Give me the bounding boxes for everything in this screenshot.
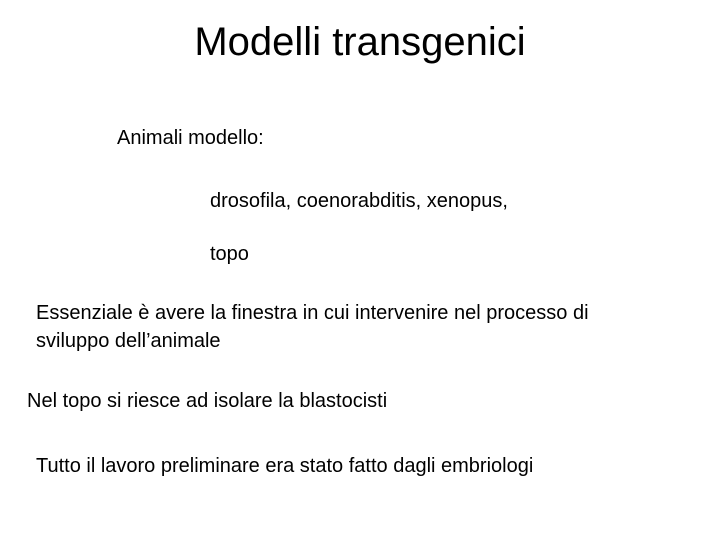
text-essenziale-line1: Essenziale è avere la finestra in cui intervenire nel processo di [36,302,589,324]
text-topo: topo [210,243,249,265]
text-animali-modello: Animali modello: [117,127,264,149]
text-essenziale-line2: sviluppo dell’animale [36,330,221,352]
slide-title: Modelli transgenici [194,20,526,64]
text-embriologi: Tutto il lavoro preliminare era stato fatto dagli embriologi [36,455,534,477]
text-blastocisti: Nel topo si riesce ad isolare la blastocisti [27,390,388,412]
text-model-organisms: drosofila, coenorabditis, xenopus, [210,190,508,212]
